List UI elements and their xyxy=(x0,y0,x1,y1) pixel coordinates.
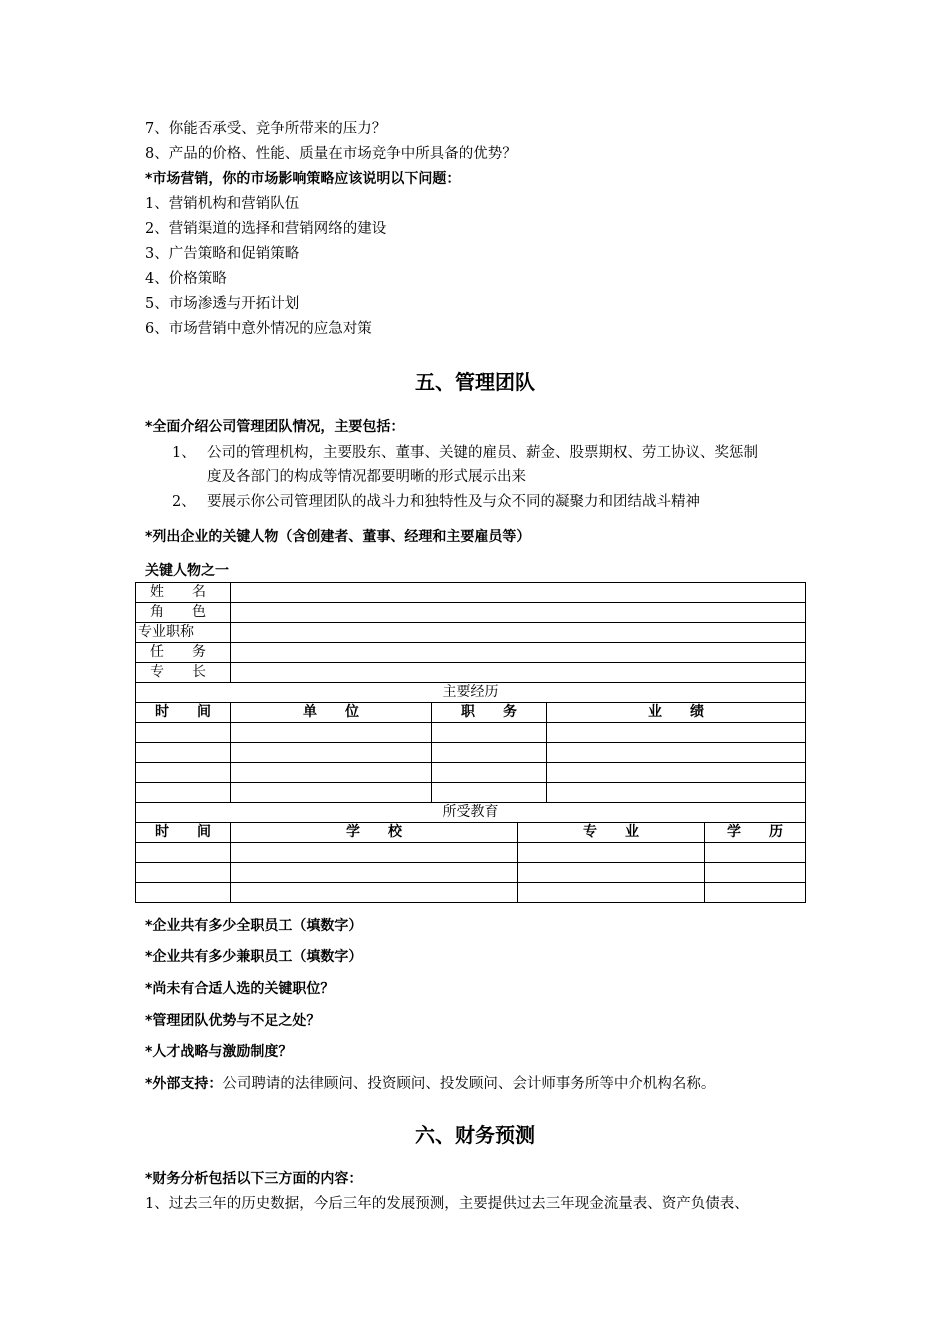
list-item xyxy=(172,443,758,463)
column-header: 专 业 xyxy=(518,823,705,843)
list-item: 5、市场渗透与开拓计划 xyxy=(145,296,300,312)
profile-label: 角 色 xyxy=(136,603,231,623)
table-cell[interactable] xyxy=(518,883,705,903)
external-support-text: 公司聘请的法律顾问、投资顾问、投发顾问、会计师事务所等中介机构名称。 xyxy=(222,1076,716,1092)
section-title-finance: 六、财务预测 xyxy=(415,1123,535,1147)
profile-label: 专业职称 xyxy=(136,623,231,643)
table-cell[interactable] xyxy=(432,743,547,763)
table-row xyxy=(136,743,806,763)
table-row xyxy=(136,763,806,783)
table-cell[interactable] xyxy=(518,863,705,883)
list-item: 2、营销渠道的选择和营销网络的建设 xyxy=(145,221,387,237)
table-row xyxy=(136,583,806,603)
education-title: 所受教育 xyxy=(136,803,806,823)
section-title-management: 五、管理团队 xyxy=(415,370,535,394)
table-row xyxy=(136,863,806,883)
profile-value-cell[interactable] xyxy=(231,663,806,683)
column-header: 单 位 xyxy=(231,703,432,723)
experience-title: 主要经历 xyxy=(136,683,806,703)
list-item: 8、产品的价格、性能、质量在市场竞争中所具备的优势？ xyxy=(145,146,517,162)
intro-heading: *全面介绍公司管理团队情况，主要包括： xyxy=(145,419,405,435)
table-cell[interactable] xyxy=(547,763,806,783)
table-cell[interactable] xyxy=(432,783,547,803)
table-row xyxy=(136,803,806,823)
list-item xyxy=(172,492,700,512)
table-cell[interactable] xyxy=(231,843,518,863)
table-row xyxy=(136,603,806,623)
table-cell[interactable] xyxy=(231,863,518,883)
question-item: *企业共有多少兼职员工（填数字） xyxy=(145,949,363,965)
list-item: 3、广告策略和促销策略 xyxy=(145,246,300,262)
question-item: *管理团队优势与不足之处？ xyxy=(145,1013,321,1029)
table-caption: 关键人物之一 xyxy=(145,563,229,579)
profile-label: 姓 名 xyxy=(136,583,231,603)
column-header: 时 间 xyxy=(136,703,231,723)
table-cell[interactable] xyxy=(136,863,231,883)
table-row xyxy=(136,623,806,643)
column-header: 业 绩 xyxy=(547,703,806,723)
table-header-row xyxy=(136,703,806,723)
key-people-heading: *列出企业的关键人物（含创建者、董事、经理和主要雇员等） xyxy=(145,529,531,545)
list-item: 6、市场营销中意外情况的应急对策 xyxy=(145,321,372,337)
list-item: 1、营销机构和营销队伍 xyxy=(145,196,300,212)
table-cell[interactable] xyxy=(231,723,432,743)
marketing-heading: *市场营销，你的市场影响策略应该说明以下问题： xyxy=(145,171,461,187)
column-header: 时 间 xyxy=(136,823,231,843)
table-cell[interactable] xyxy=(547,723,806,743)
table-cell[interactable] xyxy=(518,843,705,863)
table-cell[interactable] xyxy=(136,743,231,763)
table-header-row xyxy=(136,823,806,843)
profile-value-cell[interactable] xyxy=(231,603,806,623)
table-cell[interactable] xyxy=(136,783,231,803)
profile-label: 任 务 xyxy=(136,643,231,663)
table-cell[interactable] xyxy=(547,783,806,803)
list-item-continuation: 度及各部门的构成等情况都要明晰的形式展示出来 xyxy=(207,469,526,485)
column-header: 职 务 xyxy=(432,703,547,723)
profile-value-cell[interactable] xyxy=(231,623,806,643)
table-row xyxy=(136,683,806,703)
table-cell[interactable] xyxy=(136,763,231,783)
external-support-label: *外部支持： xyxy=(145,1076,223,1092)
list-text: 要展示你公司管理团队的战斗力和独特性及与众不同的凝聚力和团结战斗精神 xyxy=(207,494,700,510)
table-row xyxy=(136,643,806,663)
table-cell[interactable] xyxy=(136,843,231,863)
profile-label: 专 长 xyxy=(136,663,231,683)
table-cell[interactable] xyxy=(231,743,432,763)
question-item: *企业共有多少全职员工（填数字） xyxy=(145,918,363,934)
table-cell[interactable] xyxy=(231,763,432,783)
table-row xyxy=(136,883,806,903)
list-number: 1、 xyxy=(172,445,196,461)
table-row xyxy=(136,843,806,863)
question-item: *尚未有合适人选的关键职位？ xyxy=(145,981,335,997)
list-number: 2、 xyxy=(172,494,196,510)
column-header: 学 历 xyxy=(705,823,806,843)
table-cell[interactable] xyxy=(705,883,806,903)
question-item: *人才战略与激励制度？ xyxy=(145,1044,293,1060)
list-item: 1、过去三年的历史数据，今后三年的发展预测，主要提供过去三年现金流量表、资产负债表、 xyxy=(145,1196,749,1212)
table-row xyxy=(136,663,806,683)
table-cell[interactable] xyxy=(231,783,432,803)
table-cell[interactable] xyxy=(705,843,806,863)
profile-value-cell[interactable] xyxy=(231,583,806,603)
table-row xyxy=(136,783,806,803)
column-header: 学 校 xyxy=(231,823,518,843)
table-cell[interactable] xyxy=(432,723,547,743)
key-person-table xyxy=(135,582,806,903)
table-row xyxy=(136,723,806,743)
table-cell[interactable] xyxy=(136,883,231,903)
table-cell[interactable] xyxy=(705,863,806,883)
table-cell[interactable] xyxy=(432,763,547,783)
list-item: 7、你能否承受、竞争所带来的压力？ xyxy=(145,121,387,137)
table-cell[interactable] xyxy=(136,723,231,743)
list-item: 4、价格策略 xyxy=(145,271,227,287)
table-cell[interactable] xyxy=(547,743,806,763)
table-cell[interactable] xyxy=(231,883,518,903)
external-support xyxy=(145,1074,715,1094)
finance-heading: *财务分析包括以下三方面的内容： xyxy=(145,1171,363,1187)
profile-value-cell[interactable] xyxy=(231,643,806,663)
list-text: 公司的管理机构，主要股东、董事、关键的雇员、薪金、股票期权、劳工协议、奖惩制 xyxy=(207,445,758,461)
